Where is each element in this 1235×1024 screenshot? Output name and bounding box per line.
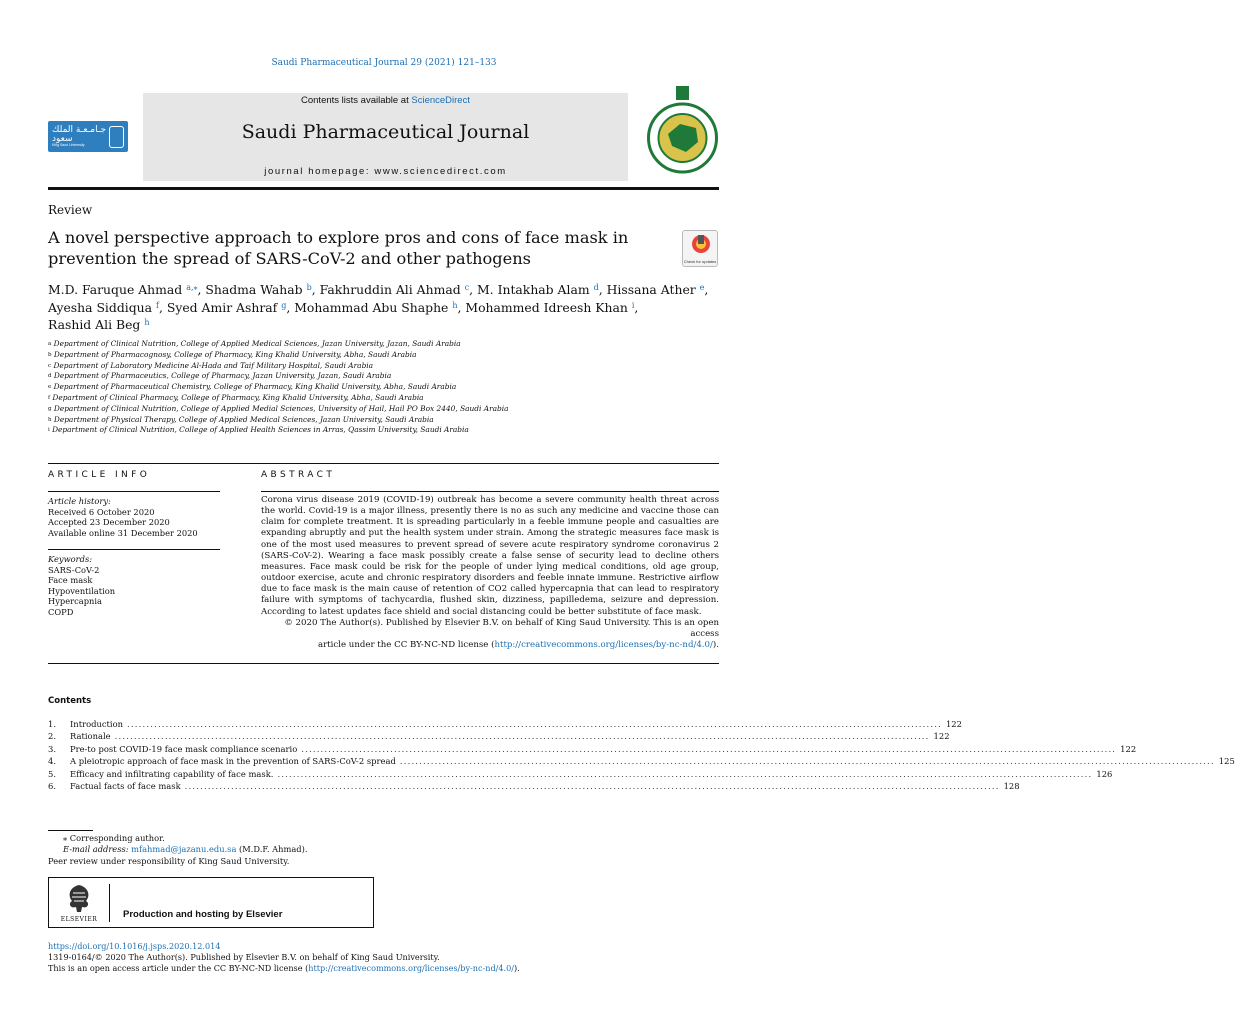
doi-link[interactable]: https://doi.org/10.1016/j.jsps.2020.12.014 [48,941,221,951]
footnotes [48,833,448,867]
abstract-text: Corona virus disease 2019 (COVID-19) outbreak has become a severe community health threat across the world. Covid-19 is a major illness, presently there is no as such any medicine and vaccine those can claim for complete treatment. It is spreading particularly in a feeble immune people and casualties are expanding abruptly and put the health system under strain. Among the strategic measures face mask is one of the most used measures to prevent spread of severe acute respiratory syndrome coronavirus 2 (SARS-CoV-2). Wearing a face mask possibly create a false sense of security lead to decline others measures. Face mask could be risk for the people of under lying medical conditions, old age group, outdoor exercise, acute and chronic respiratory disorders and feeble innate immune. Restrictive airflow due to face mask is the main cause of retention of CO2 called hypercapnia that can lead to respiratory failure with symptoms of tachycardia, flushed skin, dizziness, papilledema, seizure and depression. According to latest updates face shield and social distancing could be better substitute of face mask. [261,495,719,617]
divider [109,884,110,922]
corresponding-author-note: ⁎ Corresponding author. [63,833,165,843]
affiliations [48,339,728,436]
toc-entry[interactable]: 5. Efficacy and infiltrating capability of face mask. ................................................................................................................................................................................................................... 126 [48,768,1113,779]
elsevier-wordmark: ELSEVIER [60,916,98,923]
affiliation: $^g$ Department of Clinical Nutrition, College of Applied Medial Sciences, University of Hail, Hail PO Box 2440, Saudi Arabia [48,403,509,413]
author[interactable]: Fakhruddin Ali Ahmad $^c$ [319,282,470,297]
table-of-contents [48,719,1235,793]
article-title: A novel perspective approach to explore pros and cons of face mask in prevention the spread of SARS-CoV-2 and other pathogens [48,228,629,268]
abstract-heading: ABSTRACT [261,470,336,480]
journal-citation[interactable]: Saudi Pharmaceutical Journal 29 (2021) 121–133 [271,58,497,68]
affiliation: $^d$ Department of Pharmaceutics, College of Pharmacy, Jazan University, Jazan, Saudi Arabia [48,371,392,381]
email-link[interactable]: mfahmad@jazanu.edu.sa [131,844,237,855]
elsevier-logo [56,883,102,923]
author[interactable]: Mohammed Idreesh Khan $^i$ [465,299,635,315]
divider [48,663,719,664]
keywords: Keywords: SARS-CoV-2 Face mask Hypoventilation Hypercapnia COPD [48,554,220,618]
crossmark-label: Check for updates [683,259,717,264]
bottom-license-link[interactable]: http://creativecommons.org/licenses/by-nc-nd/4.0/ [308,962,514,973]
affiliation: $^i$ Department of Clinical Nutrition, College of Applied Health Sciences in Arras, Qassim University, Saudi Arabia [48,425,469,435]
contents-heading: Contents [48,696,92,706]
peer-review-note: Peer review under responsibility of King Saud University. [48,855,290,866]
affiliation: $^c$ Department of Laboratory Medicine Al-Hada and Taif Military Hospital, Saudi Arabia [48,360,374,370]
elsevier-hosting-text: Production and hosting by Elsevier [123,909,283,920]
author-list: M.D. Faruque Ahmad $^{a,⁎}$, Shadma Wahab $^b$, Fakhruddin Ali Ahmad $^c$, M. Intakhab Alam $^d$, Hissana Ather $^e$, Ayesha Siddiqua $^f$, Syed Amir Ashraf $^g$, Mohammad Abu Shaphe $^h$, Mohammed Idreesh Khan $^i$, Rashid Ali Beg $^h$ [48,282,709,332]
toc-entry[interactable]: 6. Factual facts of face mask ................................................................................................................................................................................................................... 128 [48,780,1020,791]
keyword: Hypoventilation [48,585,116,596]
history-item: Accepted 23 December 2020 [48,517,170,528]
history-item: Available online 31 December 2020 [48,527,198,538]
crossmark-button[interactable] [682,230,718,267]
journal-homepage[interactable]: journal homepage: www.sciencedirect.com [264,166,507,177]
divider [48,463,719,464]
license-link[interactable]: http://creativecommons.org/licenses/by-nc-nd/4.0/ [494,640,713,651]
license-line: This is an open access article under the CC BY-NC-ND license (http://creativecommons.org/licenses/by-nc-nd/4.0/). [48,962,520,973]
author[interactable]: Shadma Wahab $^b$ [205,282,312,297]
affiliation: $^b$ Department of Pharmacognosy, College of Pharmacy, King Khalid University, Abha, Saudi Arabia [48,349,417,359]
author[interactable]: Ayesha Siddiqua $^f$ [48,299,159,315]
author[interactable]: Rashid Ali Beg $^h$ [48,317,150,332]
journal-seal-logo [646,84,719,174]
keyword: Face mask [48,575,93,586]
article-info-heading: ARTICLE INFO [48,470,151,480]
article-history: Article history: Received 6 October 2020 Accepted 23 December 2020 Available online 31 December 2020 [48,496,220,538]
king-saud-university-logo [48,121,128,152]
article-type: Review [48,203,93,217]
elsevier-tree-icon [64,883,94,913]
elsevier-hosting-box [48,877,374,928]
history-item: Received 6 October 2020 [48,506,155,517]
header-rule [48,187,719,190]
keyword: Hypercapnia [48,596,102,607]
footnote-rule [48,830,93,831]
divider [48,491,220,492]
abstract-body [261,495,719,651]
author[interactable]: Mohammad Abu Shaphe $^h$ [294,299,458,315]
ksu-logo-arabic: جـامـعـة الملك سعود King Saud University [52,126,109,148]
ksu-logo-english: King Saud University [52,142,85,147]
issn-line: 1319-0164/© 2020 The Author(s). Published by Elsevier B.V. on behalf of King Saud University. [48,951,440,962]
author[interactable]: M.D. Faruque Ahmad $^{a,⁎}$ [48,282,198,297]
bottom-info [48,941,728,974]
affiliation: $^a$ Department of Clinical Nutrition, College of Applied Medical Sciences, Jazan University, Jazan, Saudi Arabia [48,339,461,348]
affiliation: $^e$ Department of Pharmaceutical Chemistry, College of Pharmacy, King Khalid University, Abha, Saudi Arabia [48,382,457,392]
toc-entry[interactable]: 4. A pleiotropic approach of face mask in the prevention of SARS-CoV-2 spread ................................................................................................................................................................................................................... 125 [48,756,1235,767]
divider [48,549,220,550]
abstract-copyright: © 2020 The Author(s). Published by Elsevier B.V. on behalf of King Saud University. This is an open access article under the CC BY-NC-ND license (http://creativecommons.org/licenses/by-nc-nd/4.0/). [284,617,719,651]
keyword: COPD [48,606,74,617]
crossmark-icon [683,231,719,257]
divider [261,491,719,492]
email-note: E-mail address: mfahmad@jazanu.edu.sa (M.D.F. Ahmad). [63,844,308,855]
author[interactable]: Hissana Ather $^e$ [606,282,705,297]
author[interactable]: Syed Amir Ashraf $^g$ [166,299,287,315]
author[interactable]: M. Intakhab Alam $^d$ [477,282,599,297]
toc-entry[interactable]: 3. Pre-to post COVID-19 face mask compliance scenario ................................................................................................................................................................................................................... 122 [48,743,1137,754]
palm-emblem-icon [676,86,689,100]
affiliation: $^f$ Department of Clinical Pharmacy, College of Pharmacy, King Khalid University, Abha, Saudi Arabia [48,392,424,402]
contents-available-line: Contents lists available at ScienceDirect [301,95,470,106]
keyword: SARS-CoV-2 [48,564,100,575]
ksu-seal-icon [109,126,124,148]
affiliation: $^h$ Department of Physical Therapy, College of Applied Medical Sciences, Jazan University, Saudi Arabia [48,414,434,424]
toc-entry[interactable]: 2. Rationale ................................................................................................................................................................................................................... 122 [48,731,950,742]
journal-title: Saudi Pharmaceutical Journal [241,121,530,143]
sciencedirect-link[interactable]: ScienceDirect [411,95,470,106]
toc-entry[interactable]: 1. Introduction ................................................................................................................................................................................................................... 122 [48,719,962,729]
